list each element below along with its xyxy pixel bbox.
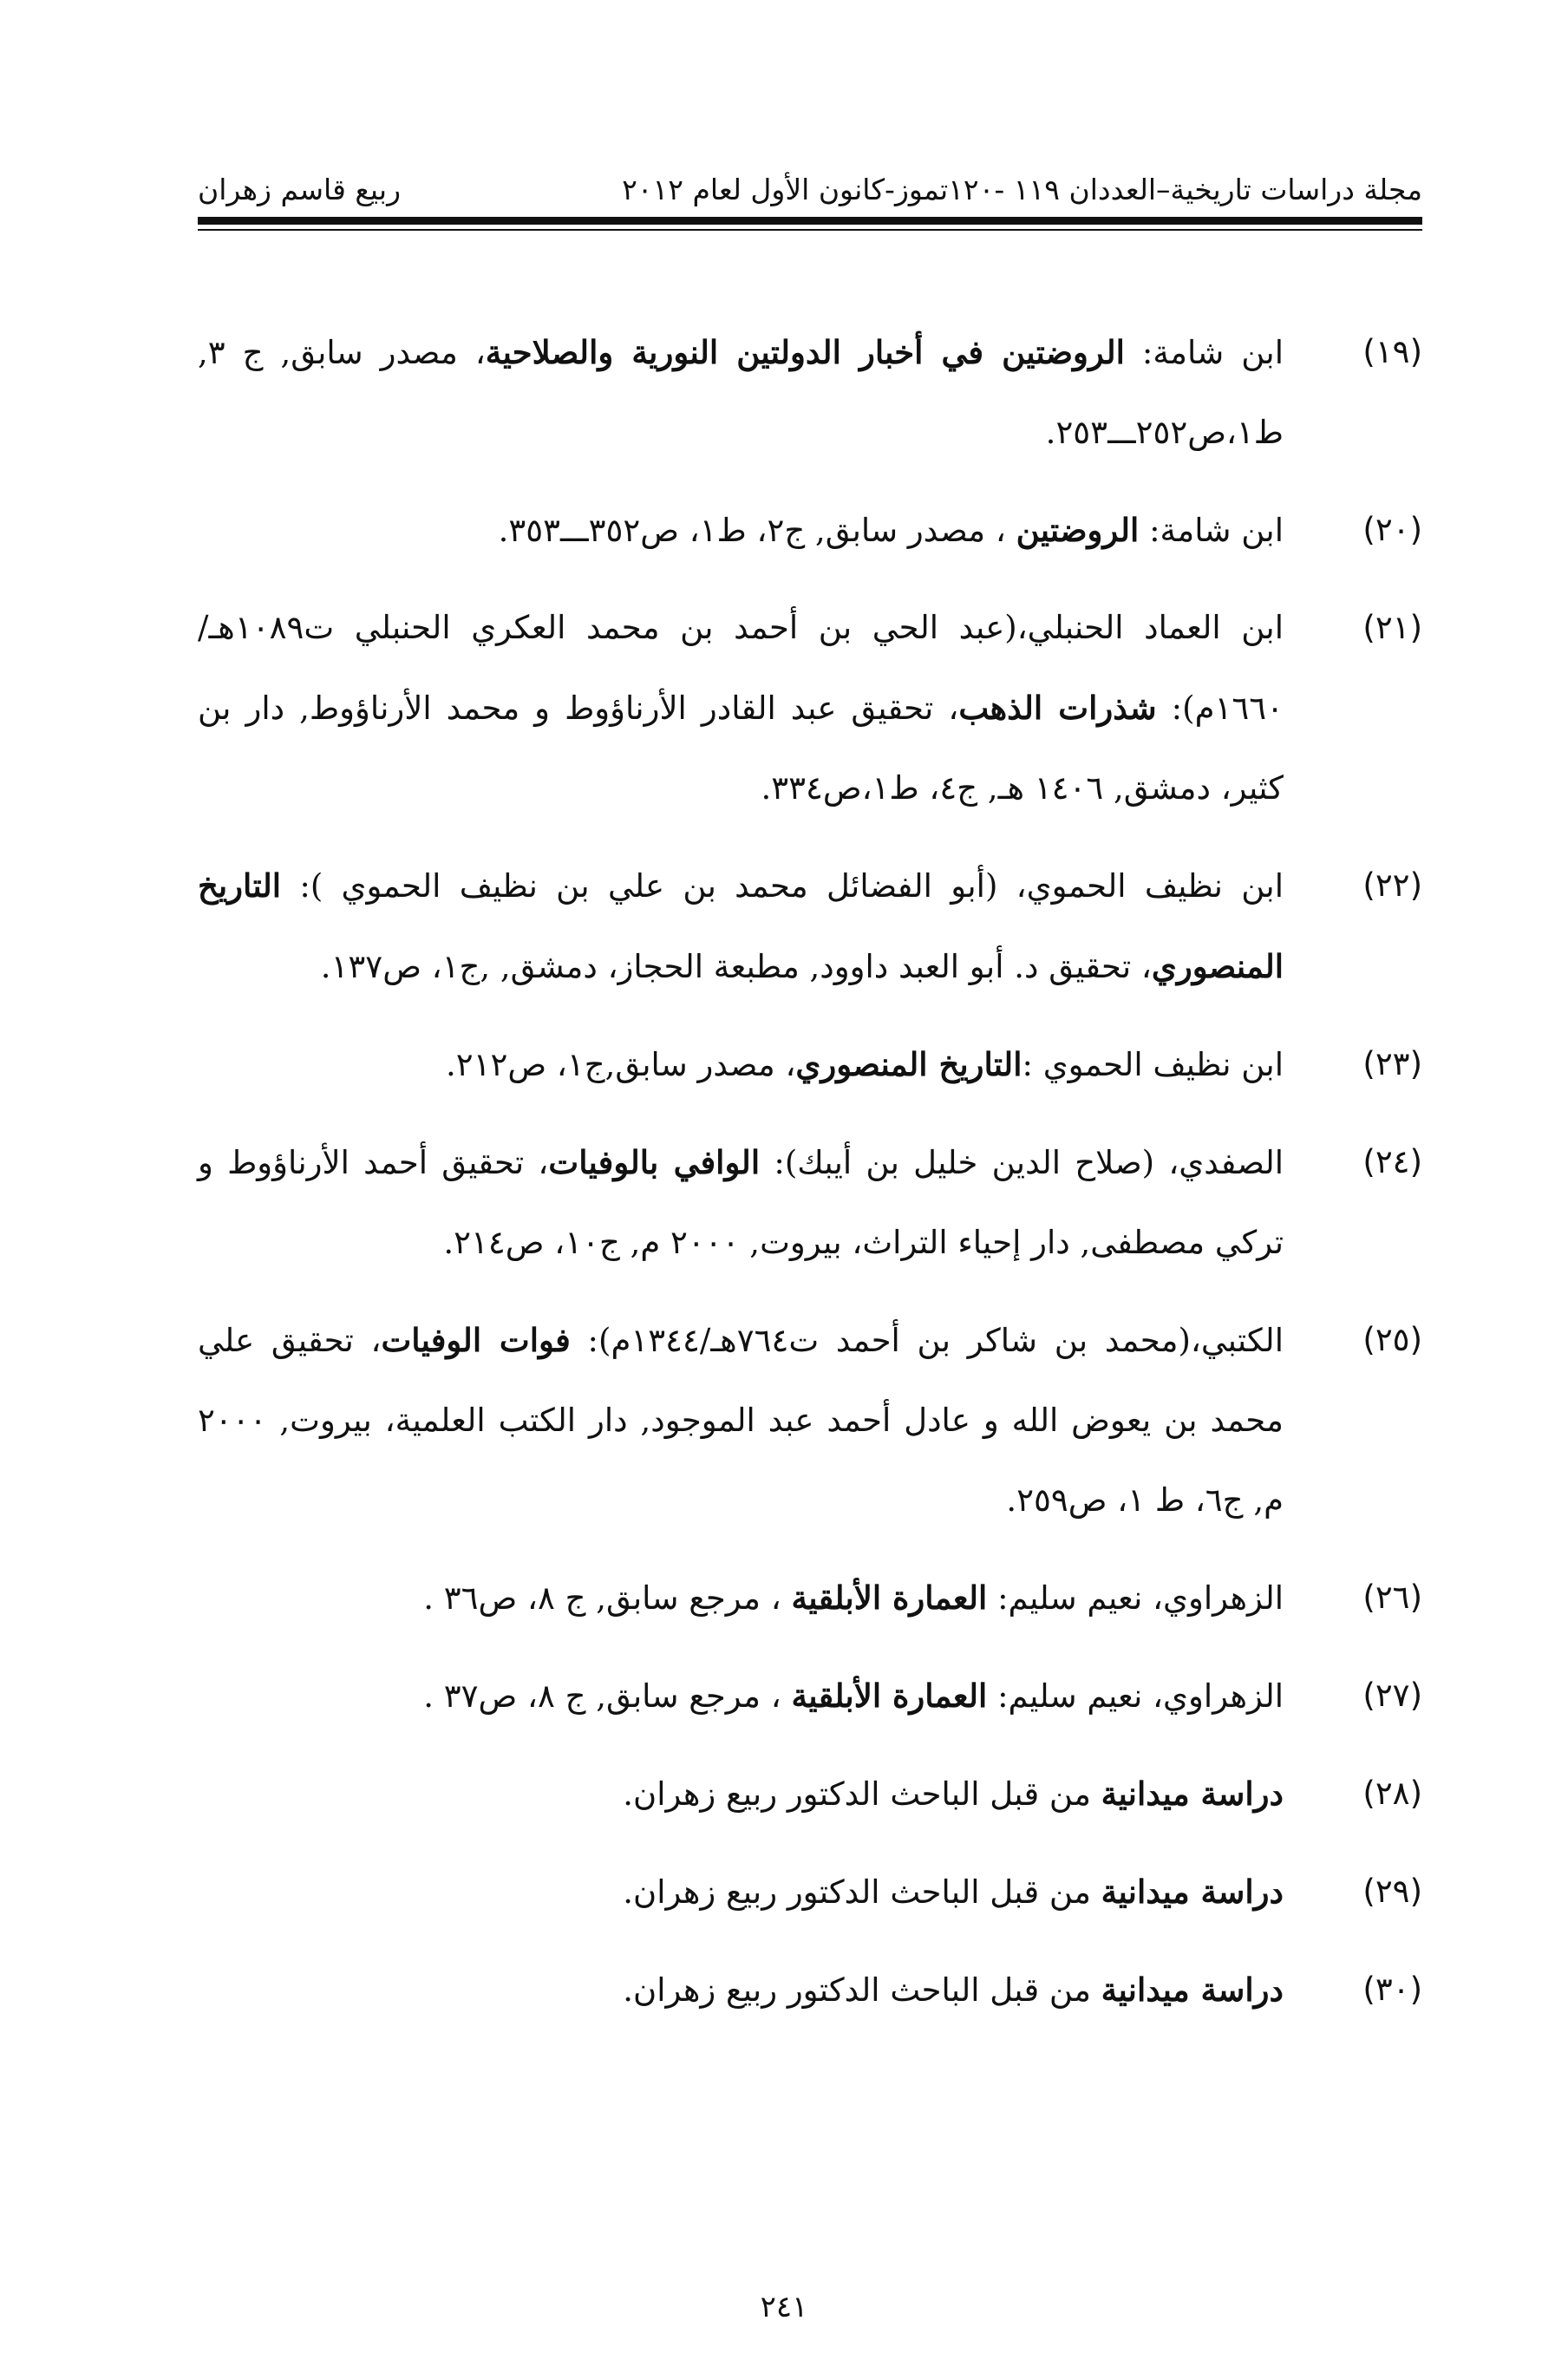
endnote-text: ابن شامة: — [1124, 334, 1284, 371]
endnote-text: ابن شامة: — [1139, 512, 1284, 549]
endnote-number: (٢٦) — [1362, 1579, 1422, 1616]
endnote-text: الصفدي، (صلاح الدين خليل بن أيبك): — [760, 1144, 1284, 1181]
endnote-title: الوافي بالوفيات — [548, 1143, 761, 1181]
endnote-text: ، مرجع سابق, ج ٨، ص٣٧ . — [423, 1677, 792, 1715]
endnote-title: فوات الوفيات — [381, 1321, 571, 1359]
endnote-text: الكتبي،(محمد بن شاكر بن أحمد ت٧٦٤هـ/١٣٤٤م): — [570, 1322, 1284, 1359]
endnote-title: دراسة ميدانية — [1101, 1775, 1284, 1813]
endnote — [198, 1300, 1422, 1540]
endnote — [198, 1754, 1422, 1834]
endnote-text: ، تحقيق علي محمد بن يعوض الله و عادل أحمد عبد الموجود, دار الكتب العلمية، بيروت, ٢٠٠٠ م, ج٦، ط ١، ص٢٥٩. — [198, 1322, 1284, 1519]
endnote-text: ابن العماد الحنبلي،(عبد الحي بن أحمد بن محمد العكري الحنبلي ت١٠٨٩هـ/١٦٦٠م): — [198, 609, 1284, 727]
author-name: ربيع قاسم زهران — [198, 173, 402, 206]
journal-title: مجلة دراسات تاريخية–العددان ١١٩ -١٢٠تموز-كانون الأول لعام ٢٠١٢ — [622, 173, 1422, 206]
page-number: ٢٤١ — [760, 2290, 808, 2324]
endnote-text: ، مصدر سابق, ج٢، ط١، ص٣٥٢ـــ٣٥٣. — [498, 512, 1016, 549]
endnote-text: من قبل الباحث الدكتور ربيع زهران. — [623, 1971, 1101, 2009]
endnote — [198, 490, 1422, 571]
endnote-text: الزهراوي، نعيم سليم: — [987, 1677, 1284, 1715]
endnote-number: (٢٧) — [1362, 1677, 1422, 1714]
endnote — [198, 1656, 1422, 1736]
endnote — [198, 1950, 1422, 2030]
endnote-number: (٢٤) — [1362, 1143, 1422, 1180]
endnotes-list — [198, 312, 1422, 2048]
endnote-number: (٢٨) — [1362, 1775, 1422, 1812]
endnote-title: دراسة ميدانية — [1101, 1873, 1284, 1911]
endnote — [198, 1122, 1422, 1283]
endnote-text: ابن نظيف الحموي : — [1022, 1046, 1284, 1083]
endnote — [198, 846, 1422, 1007]
endnote-title: العمارة الأبلقية — [791, 1677, 988, 1715]
endnote-text: ، تحقيق أحمد الأرناؤوط و تركي مصطفى, دار إحياء التراث، بيروت, ٢٠٠٠ م, ج١٠، ص٢١٤. — [198, 1144, 1284, 1261]
endnote-title: العمارة الأبلقية — [791, 1579, 988, 1617]
endnote — [198, 312, 1422, 473]
endnote-text: ، مصدر سابق, ج ٣, ط١،ص٢٥٢ـــ٢٥٣. — [198, 334, 1284, 451]
endnote-text: من قبل الباحث الدكتور ربيع زهران. — [623, 1775, 1101, 1813]
endnote-title: شذرات الذهب — [958, 689, 1157, 727]
endnote-text: الزهراوي، نعيم سليم: — [987, 1579, 1284, 1617]
header-rule-thick — [198, 217, 1422, 225]
endnote — [198, 1558, 1422, 1638]
endnote-title: الروضتين — [1016, 511, 1140, 549]
endnote — [198, 1024, 1422, 1105]
endnote-text: ، تحقيق د. أبو العبد داوود, مطبعة الحجاز، دمشق, ,ج١، ص١٣٧. — [320, 948, 1152, 985]
endnote-number: (٢١) — [1362, 609, 1422, 646]
endnote-number: (١٩) — [1362, 333, 1422, 370]
endnote-text: ابن نظيف الحموي، (أبو الفضائل محمد بن علي بن نظيف الحموي ): — [281, 867, 1284, 905]
endnote-number: (٢٢) — [1362, 866, 1422, 904]
endnote-number: (٢٠) — [1362, 511, 1422, 548]
endnote — [198, 1852, 1422, 1932]
endnote — [198, 588, 1422, 828]
endnote-title: التاريخ المنصوري — [795, 1045, 1022, 1083]
endnote-title: التاريخ المنصوري — [198, 866, 1284, 985]
running-header — [198, 158, 1422, 206]
endnote-title: الروضتين في أخبار الدولتين النورية والصلاحية — [485, 333, 1125, 371]
endnote-text: ، مصدر سابق,ج١، ص٢١٢. — [445, 1046, 796, 1083]
endnote-number: (٣٠) — [1362, 1971, 1422, 2008]
endnote-title: دراسة ميدانية — [1101, 1971, 1284, 2009]
endnote-number: (٢٥) — [1362, 1321, 1422, 1358]
endnote-number: (٢٣) — [1362, 1045, 1422, 1082]
header-rule-thin — [198, 229, 1422, 231]
endnote-text: ، مرجع سابق, ج ٨، ص٣٦ . — [423, 1579, 792, 1617]
endnote-text: ، تحقيق عبد القادر الأرناؤوط و محمد الأرناؤوط, دار بن كثير، دمشق, ١٤٠٦ هـ, ج٤، ط١،ص٣٣٤. — [198, 690, 1284, 807]
endnote-number: (٢٩) — [1362, 1873, 1422, 1910]
endnote-text: من قبل الباحث الدكتور ربيع زهران. — [623, 1873, 1101, 1911]
